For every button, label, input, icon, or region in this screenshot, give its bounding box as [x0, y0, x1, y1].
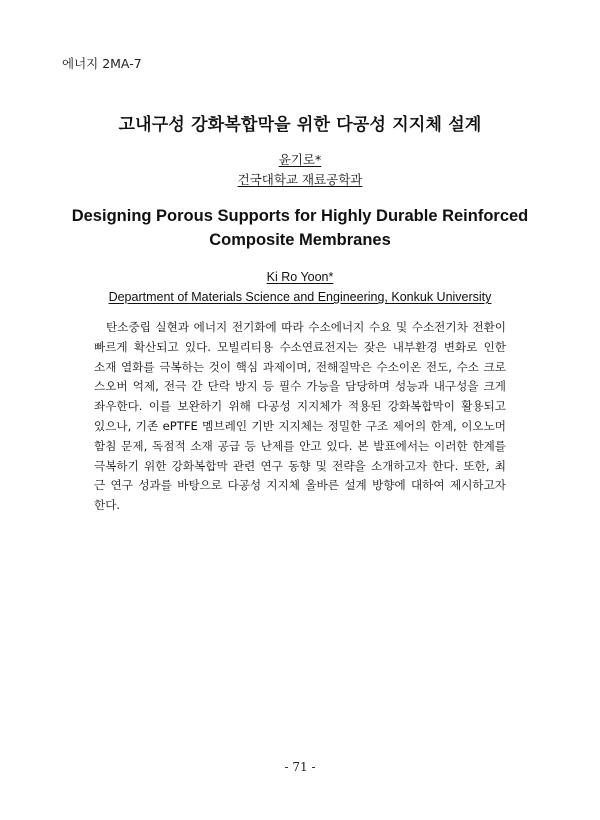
session-code: 에너지 2MA-7	[62, 56, 142, 71]
korean-affiliation	[0, 170, 600, 188]
korean-author-name: 윤기로*	[278, 152, 322, 167]
korean-title: 고내구성 강화복합막을 위한 다공성 지지체 설계	[118, 115, 482, 135]
english-author	[0, 270, 600, 284]
abstract-line: 한다.	[94, 498, 121, 513]
korean-affiliation-text: 건국대학교 재료공학과	[237, 172, 363, 187]
abstract-line: 스오버 억제, 전극 간 단락 방지 등 필수 가능을 담당하며 성능과 내구성을 크게	[94, 379, 506, 394]
abstract-line: 근 연구 성과를 바탕으로 다공성 지지체 올바른 설계 방향에 대하여 제시하고자	[94, 478, 506, 493]
english-affiliation-text: Department of Materials Science and Engineering, Konkuk University	[108, 290, 492, 304]
abstract-body	[94, 318, 506, 516]
english-title: Designing Porous Supports for Highly Durable Reinforced Composite Membranes	[71, 207, 529, 249]
english-affiliation	[0, 290, 600, 304]
abstract-line: 극복하기 위한 강화복합막 관련 연구 동향 및 전략을 소개하고자 한다. 또한, 최	[94, 458, 506, 473]
english-author-name: Ki Ro Yoon*	[266, 270, 334, 284]
abstract-line: 있으나, 기존 ePTFE 멤브레인 기반 지지체는 정밀한 구조 제어의 한계, 이오노머	[94, 418, 506, 433]
abstract-line: 좌우한다. 이를 보완하기 위해 다공성 지지체가 적용된 강화복합막이 활용되고	[94, 399, 506, 414]
korean-author	[0, 150, 600, 168]
abstract-line: 소재 열화를 극복하는 것이 핵심 과제이며, 전해질막은 수소이온 전도, 수소 크로	[94, 359, 506, 374]
abstract-line: 함침 문제, 독점적 소재 공급 등 난제를 안고 있다. 본 발표에서는 이러한 한계를	[94, 438, 506, 453]
abstract-line: 빠르게 확산되고 있다. 모빌리티용 수소연료전지는 잦은 내부환경 변화로 인한	[94, 339, 506, 354]
abstract-line: 탄소중립 실현과 에너지 전기화에 따라 수소에너지 수요 및 수소전기차 전환이	[106, 320, 506, 334]
page-number: - 71 -	[284, 760, 316, 774]
